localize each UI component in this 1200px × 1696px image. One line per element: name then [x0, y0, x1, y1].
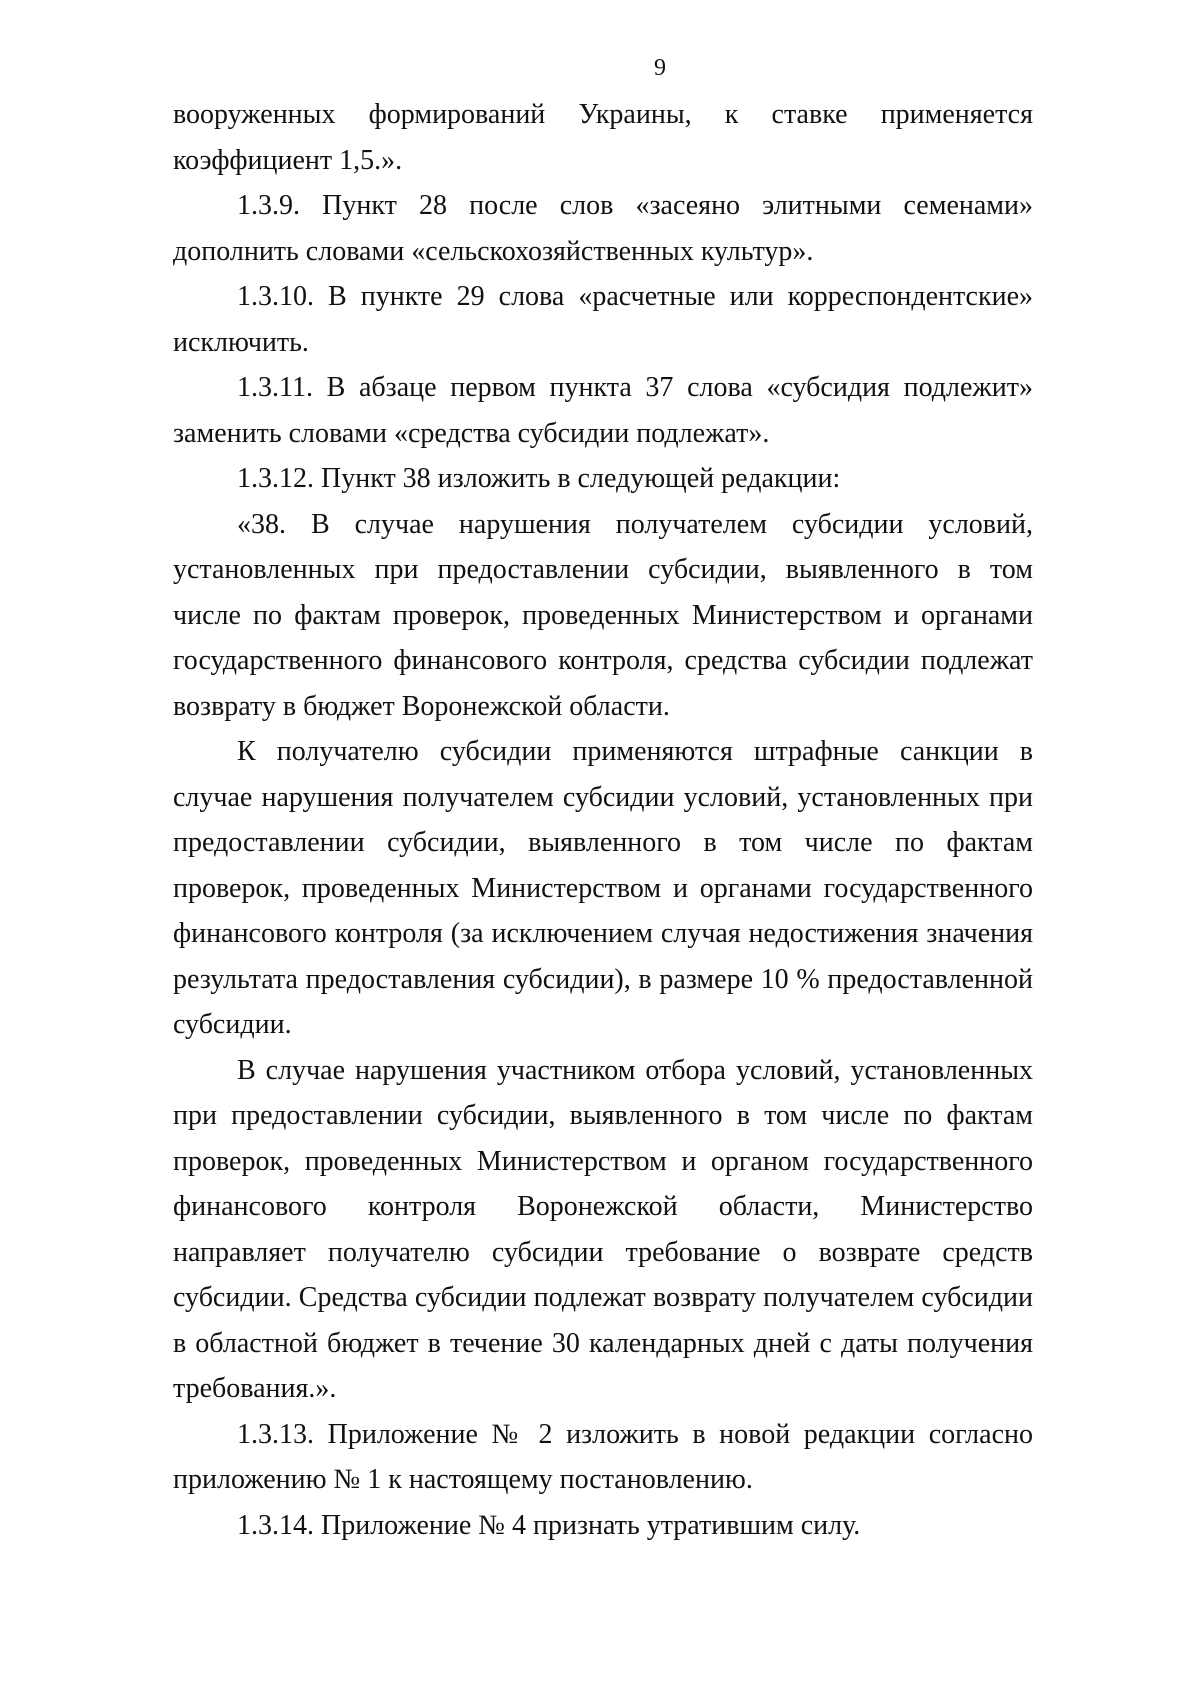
page-number: 9	[654, 55, 666, 81]
paragraph-penalties: К получателю субсидии применяются штрафные санкции в случае нарушения получателем субсидии условий, установленных при предоставлении субсидии, выявленного в том числе по фактам проверок, проведенных Министерством и органами государственного финансового контроля (за исключением случая недостижения значения результата предоставления субсидии), в размере 10 % предоставленной субсидии.	[173, 736, 1033, 1040]
paragraph-1-3-13: 1.3.13. Приложение № 2 изложить в новой редакции согласно приложению № 1 к настоящему постановлению.	[173, 1418, 1033, 1495]
paragraph-1-3-10: 1.3.10. В пункте 29 слова «расчетные или корреспондентские» исключить.	[173, 281, 1033, 358]
paragraph-1-3-9: 1.3.9. Пункт 28 после слов «засеяно элитными семенами» дополнить словами «сельскохозяйственных культур».	[173, 190, 1033, 267]
paragraph-violation-return: В случае нарушения участником отбора условий, установленных при предоставлении субсидии, выявленного в том числе по фактам проверок, проведенных Министерством и органом государственного финансового контроля Воронежской области, Министерство направляет получателю субсидии требование о возврате средств субсидии. Средства субсидии подлежат возврату получателем субсидии в областной бюджет в течение 30 календарных дней с даты получения требования.».	[173, 1054, 1033, 1404]
paragraph-continuation: вооруженных формирований Украины, к ставке применяется коэффициент 1,5.».	[173, 99, 1033, 176]
paragraph-1-3-12: 1.3.12. Пункт 38 изложить в следующей редакции:	[237, 463, 841, 494]
paragraph-point-38: «38. В случае нарушения получателем субсидии условий, установленных при предоставлении субсидии, выявленного в том числе по фактам проверок, проведенных Министерством и органами государственного финансового контроля, средства субсидии подлежат возврату в бюджет Воронежской области.	[173, 508, 1033, 722]
paragraph-1-3-11: 1.3.11. В абзаце первом пункта 37 слова «субсидия подлежит» заменить словами «средства субсидии подлежат».	[173, 372, 1033, 449]
paragraph-1-3-14: 1.3.14. Приложение № 4 признать утратившим силу.	[237, 1509, 861, 1541]
document-body	[173, 92, 1033, 1548]
